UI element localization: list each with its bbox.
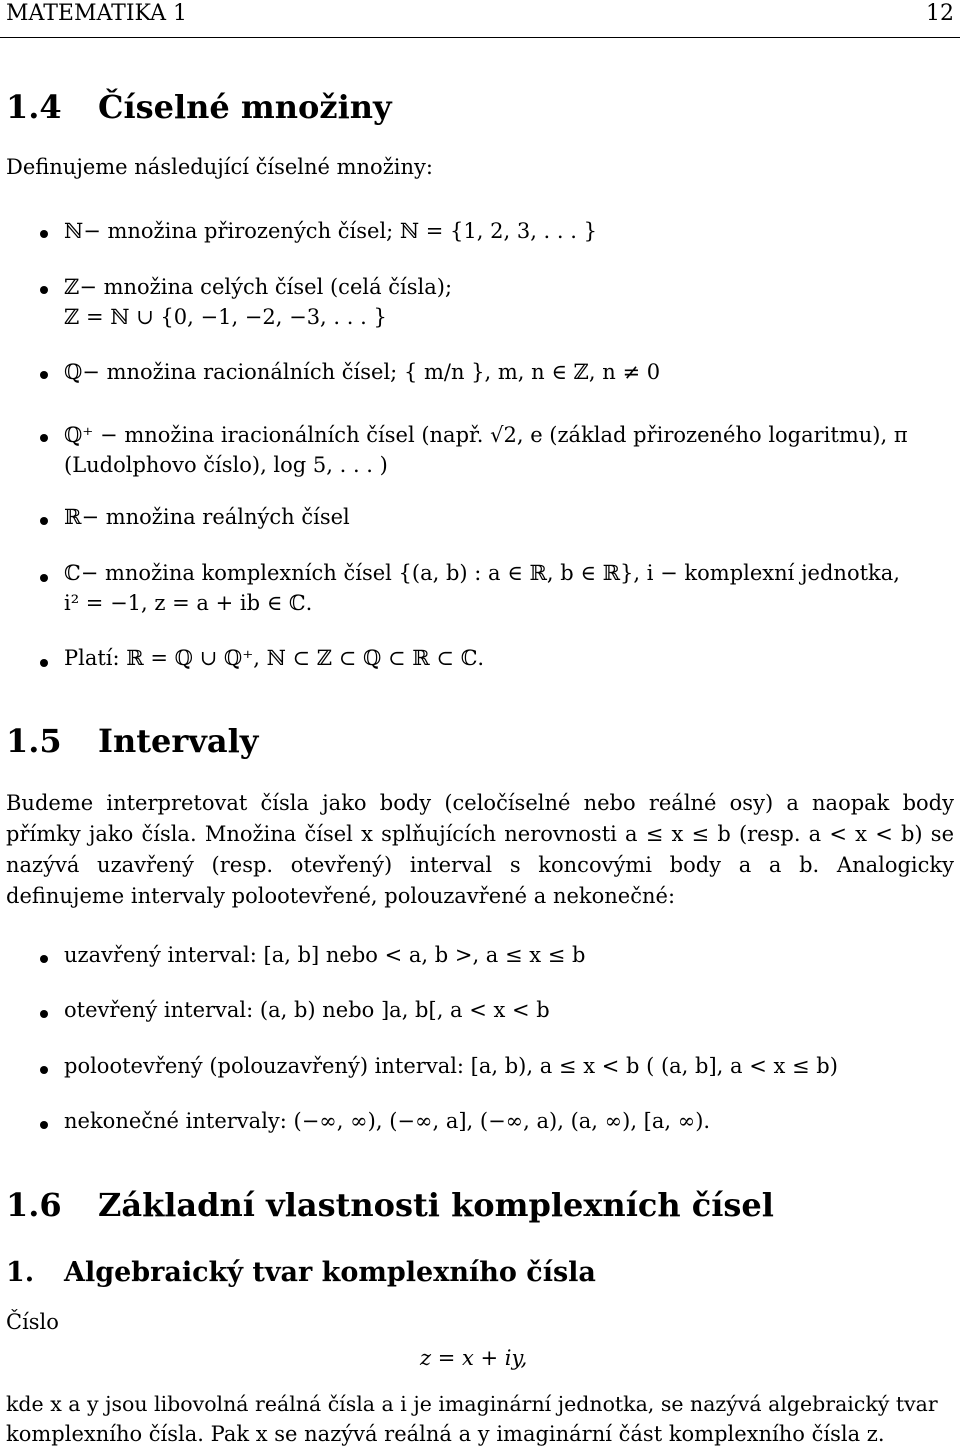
- bullet-icon: [40, 1121, 48, 1129]
- paragraph-word: Číslo: [6, 1310, 59, 1334]
- bullet-icon: [40, 434, 48, 442]
- section-heading-1-5: [6, 722, 258, 760]
- list-item: otevřený interval: (a, b) nebo ]a, b[, a < x < b: [64, 998, 550, 1022]
- subsection-heading: [6, 1257, 596, 1288]
- section-heading-1-6: [6, 1186, 774, 1224]
- bullet-icon: [40, 574, 48, 582]
- list-item: ℚ⁺ − množina iracionálních čísel (např. √2, e (základ přirozeného logaritmu), π: [64, 423, 908, 447]
- list-item-continuation: ℤ = ℕ ∪ {0, −1, −2, −3, . . . }: [64, 305, 387, 329]
- bullet-icon: [40, 286, 48, 294]
- closing-line-1: kde x a y jsou libovolná reálná čísla a i je imaginární jednotka, se nazývá algebraický tvar: [6, 1392, 938, 1416]
- list-item: ℕ− množina přirozených čísel; ℕ = {1, 2, 3, . . . }: [64, 219, 597, 243]
- list-item: ℝ− množina reálných čísel: [64, 505, 350, 529]
- running-header-title: MATEMATIKA 1: [6, 1, 187, 26]
- bullet-icon: [40, 230, 48, 238]
- list-item: uzavřený interval: [a, b] nebo < a, b >, a ≤ x ≤ b: [64, 943, 586, 967]
- bullet-icon: [40, 1010, 48, 1018]
- header-rule: [0, 37, 960, 38]
- list-item: ℂ− množina komplexních čísel {(a, b) : a ∈ ℝ, b ∈ ℝ}, i − komplexní jednotka,: [64, 561, 900, 585]
- section-title: Základní vlastnosti komplexních čísel: [98, 1186, 774, 1224]
- list-item-continuation: i² = −1, z = a + ib ∈ ℂ.: [64, 591, 313, 615]
- section-number: 1.5: [6, 722, 62, 760]
- closing-line-2: komplexního čísla. Pak x se nazývá reálná a y imaginární část komplexního čísla z.: [6, 1422, 885, 1446]
- section-number: 1.6: [6, 1186, 62, 1224]
- page-number: 12: [926, 1, 954, 26]
- bullet-icon: [40, 659, 48, 667]
- list-item: ℚ− množina racionálních čísel; { m/n }, m, n ∈ ℤ, n ≠ 0: [64, 360, 661, 384]
- intro-text: Definujeme následující číselné množiny:: [6, 155, 433, 179]
- list-item: nekonečné intervaly: (−∞, ∞), (−∞, a], (−∞, a), (a, ∞), [a, ∞).: [64, 1109, 711, 1133]
- list-item: ℤ− množina celých čísel (celá čísla);: [64, 275, 453, 299]
- interval-paragraph: Budeme interpretovat čísla jako body (celočíselné nebo reálné osy) a naopak body přímky jako čísla. Množina čísel x splňujících nerovnosti a ≤ x ≤ b (resp. a < x < b) se nazývá uzavřený (resp. otevřený) interval s koncovými body a a b. Analogicky definujeme intervaly polootevřené, polouzavřené a nekonečné:: [6, 791, 954, 908]
- bullet-icon: [40, 955, 48, 963]
- subsection-number: 1.: [6, 1257, 35, 1288]
- display-formula: z = x + iy,: [420, 1346, 528, 1370]
- section-number: 1.4: [6, 88, 62, 126]
- section-title: Intervaly: [98, 722, 259, 760]
- section-heading-1-4: [6, 88, 392, 126]
- subsection-title: Algebraický tvar komplexního čísla: [64, 1257, 596, 1288]
- list-item-continuation: (Ludolphovo číslo), log 5, . . . ): [64, 453, 388, 477]
- list-item: Platí: ℝ = ℚ ∪ ℚ⁺, ℕ ⊂ ℤ ⊂ ℚ ⊂ ℝ ⊂ ℂ.: [64, 646, 485, 670]
- bullet-icon: [40, 517, 48, 525]
- list-item: polootevřený (polouzavřený) interval: [a, b), a ≤ x < b ( (a, b], a < x ≤ b): [64, 1054, 838, 1078]
- bullet-icon: [40, 1066, 48, 1074]
- section-title: Číselné množiny: [98, 88, 392, 126]
- bullet-icon: [40, 371, 48, 379]
